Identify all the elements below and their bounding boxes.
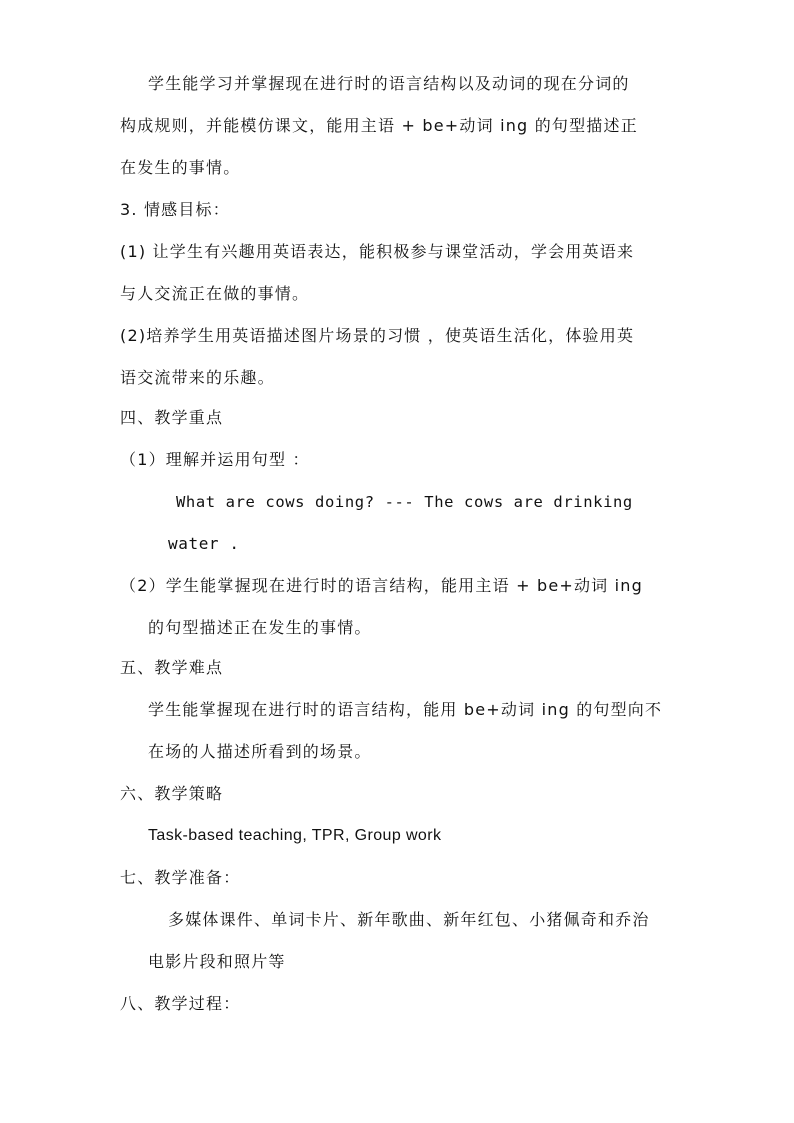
section6-heading: 六、教学策略: [120, 784, 224, 803]
section7-heading: 七、教学准备：: [120, 868, 241, 887]
section4-heading: 四、教学重点: [120, 408, 224, 427]
section4-item1-label: （1）理解并运用句型 ：: [120, 450, 310, 469]
goal2-line-2: 构成规则，并能模仿课文，能用主语 + be+动词 ing 的句型描述正: [120, 116, 638, 135]
section4-item2-line-1: （2）学生能掌握现在进行时的语言结构，能用主语 + be+动词 ing: [120, 576, 643, 595]
goal3-item2-line-1: (2)培养学生用英语描述图片场景的习惯 ，使英语生活化，体验用英: [120, 326, 635, 345]
section5-line-2: 在场的人描述所看到的场景。: [148, 742, 372, 761]
section7-line-2: 电影片段和照片等: [148, 952, 286, 971]
goal2-line-3: 在发生的事情。: [120, 158, 241, 177]
section4-example-line-2: water .: [168, 534, 240, 553]
section6-content: Task-based teaching, TPR, Group work: [148, 827, 442, 844]
section7-line-1: 多媒体课件、单词卡片、新年歌曲、新年红包、小猪佩奇和乔治: [168, 910, 650, 929]
goal3-item2-line-2: 语交流带来的乐趣。: [120, 368, 275, 387]
goal3-item1-line-1: (1) 让学生有兴趣用英语表达，能积极参与课堂活动，学会用英语来: [120, 242, 635, 261]
goal3-heading: 3. 情感目标：: [120, 200, 230, 219]
section4-example-line-1: What are cows doing? --- The cows are drinking: [176, 493, 633, 511]
goal2-line-1: 学生能学习并掌握现在进行时的语言结构以及动词的现在分词的: [148, 74, 630, 93]
section5-heading: 五、教学难点: [120, 658, 224, 677]
section4-item2-line-2: 的句型描述正在发生的事情。: [148, 618, 372, 637]
section8-heading: 八、教学过程：: [120, 994, 241, 1013]
goal3-item1-line-2: 与人交流正在做的事情。: [120, 284, 310, 303]
section5-line-1: 学生能掌握现在进行时的语言结构，能用 be+动词 ing 的句型向不: [148, 700, 663, 719]
